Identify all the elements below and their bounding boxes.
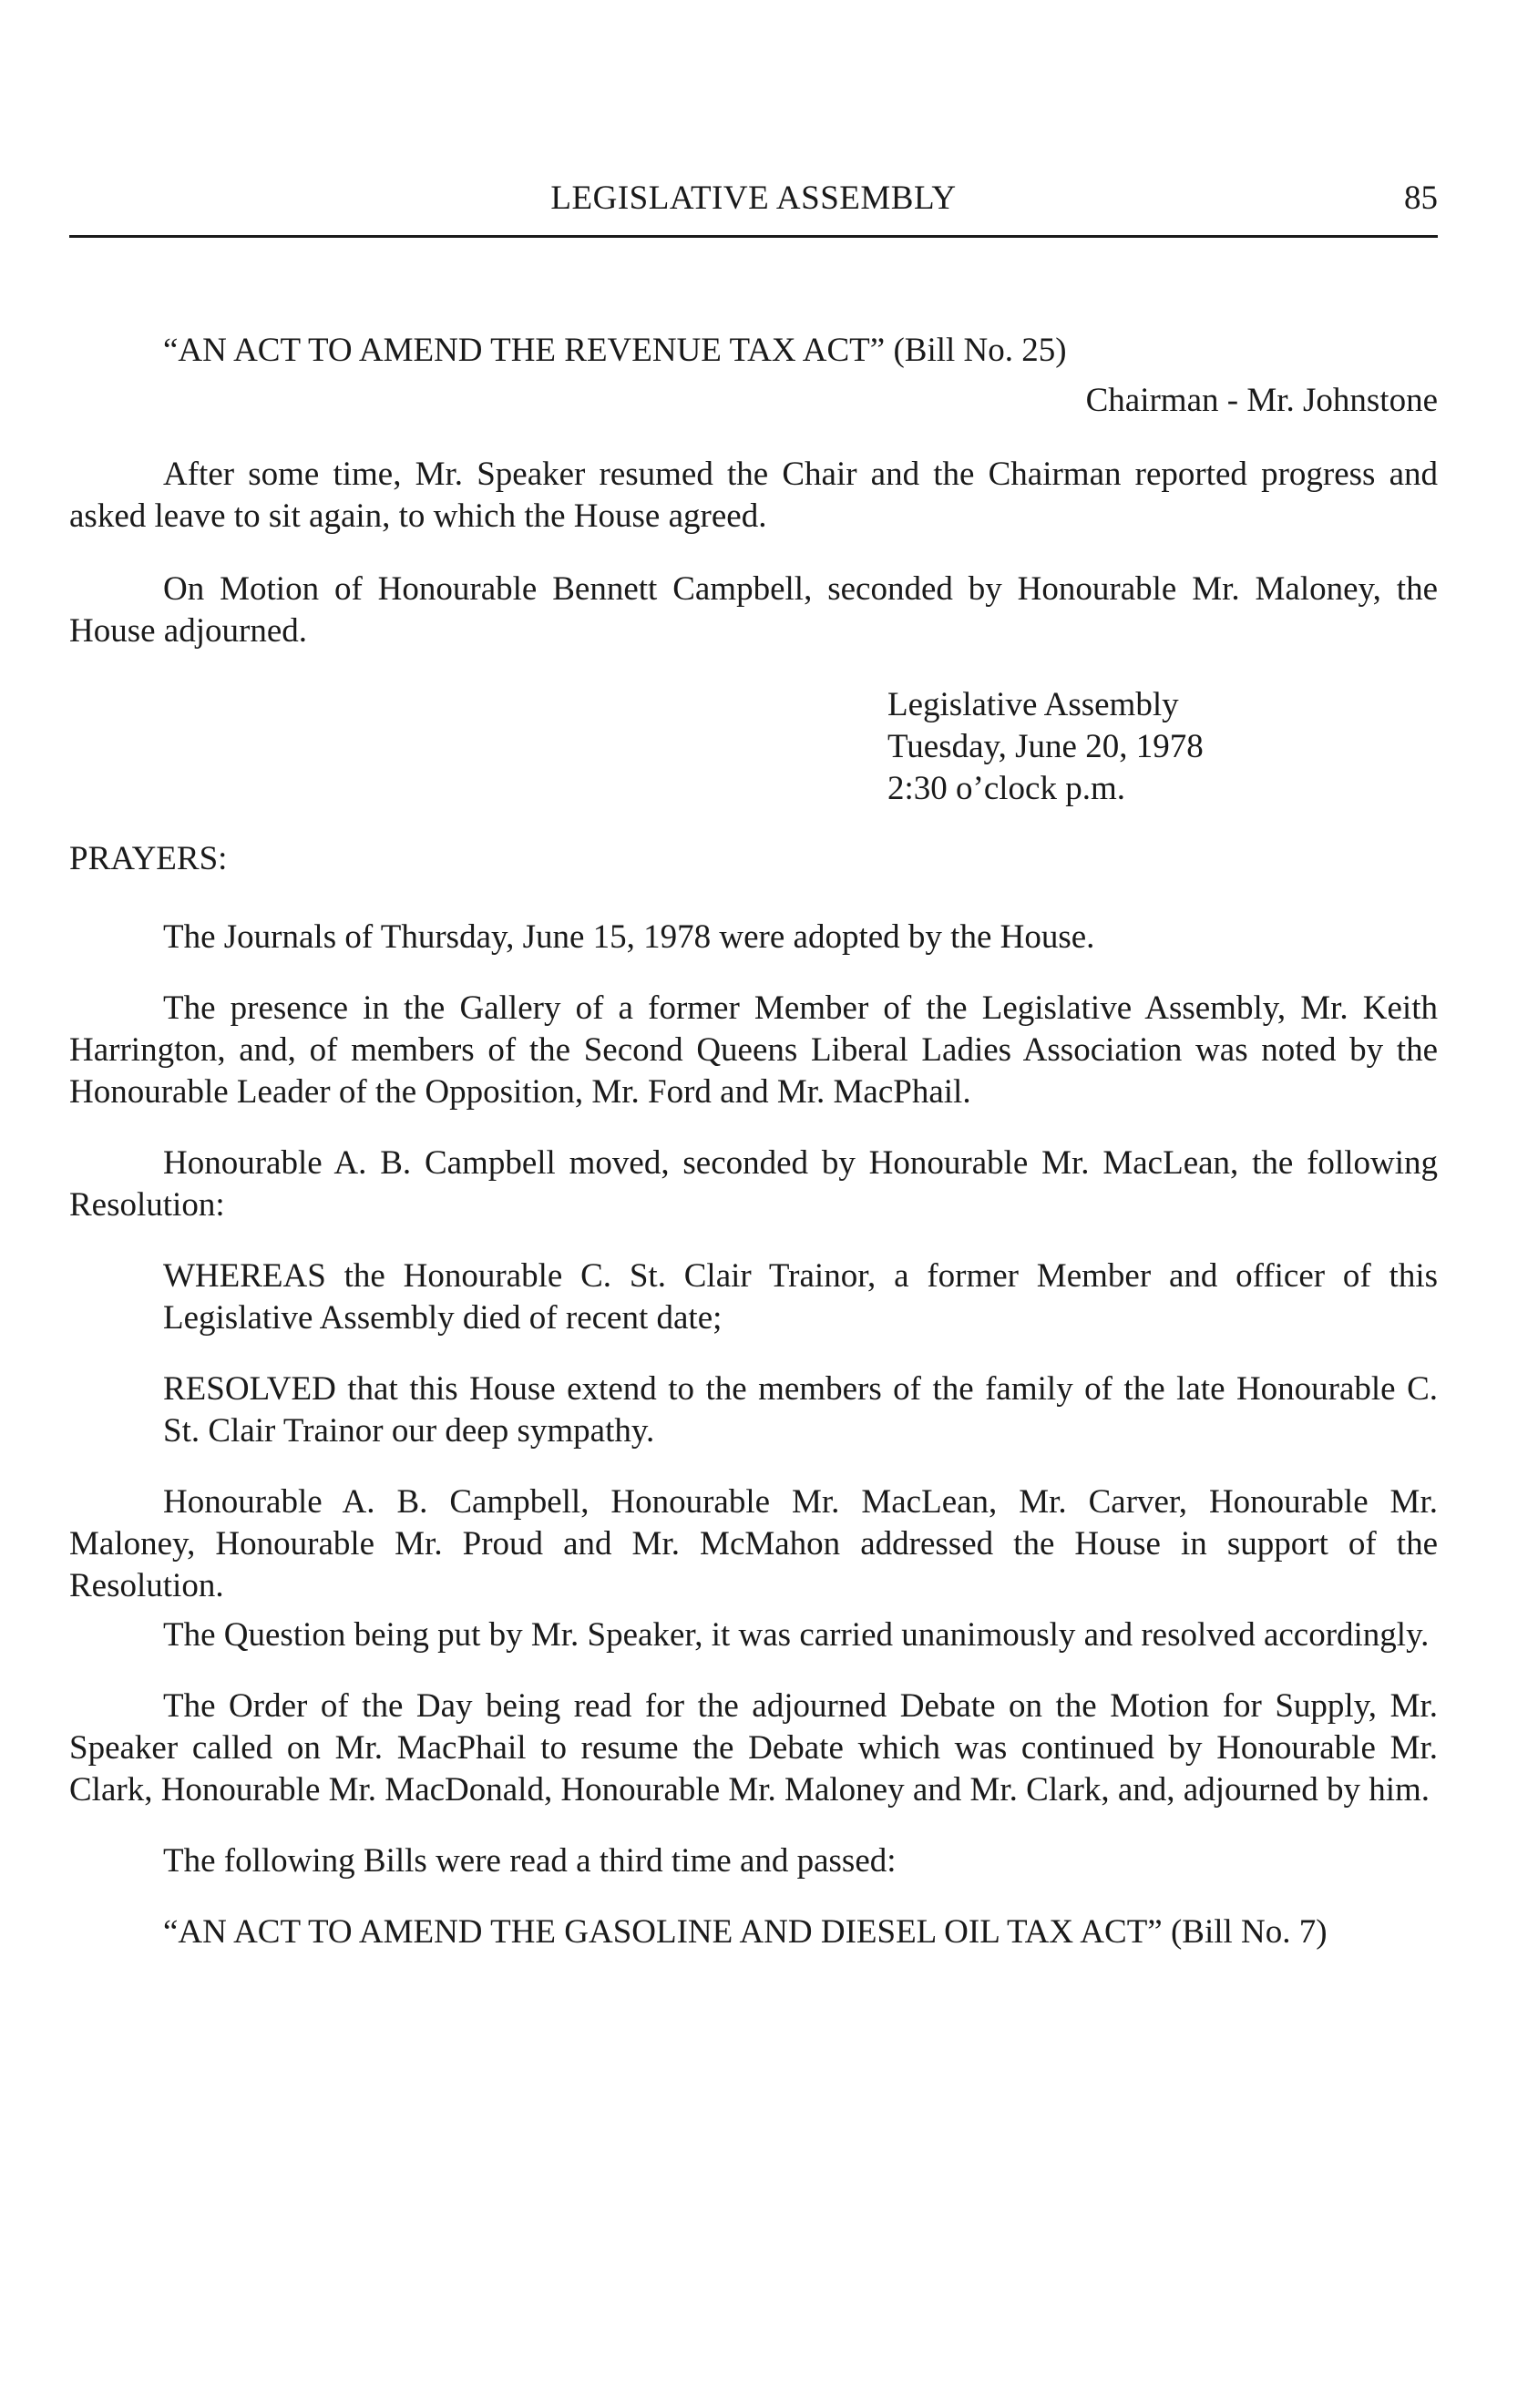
paragraph-moved: Honourable A. B. Campbell moved, seconded by Honourable Mr. MacLean, the following Resolution: [69, 1144, 1438, 1224]
sitting-time: 2:30 o’clock p.m. [887, 770, 1126, 807]
paragraph-gallery: The presence in the Gallery of a former Member of the Legislative Assembly, Mr. Keith Harrington, and, of members of the Second Queens Liberal Ladies Association was noted by the Honourable Leader of the Opposition, Mr. Ford and Mr. MacPhail. [69, 989, 1438, 1111]
paragraph-speaker-resumed: After some time, Mr. Speaker resumed the Chair and the Chairman reported progress and asked leave to sit again, to which the House agreed. [69, 456, 1438, 535]
paragraph-adjourned: On Motion of Honourable Bennett Campbell, seconded by Honourable Mr. Maloney, the House adjourned. [69, 570, 1438, 650]
page-number: 85 [1404, 179, 1438, 217]
paragraph-order-of-day: The Order of the Day being read for the adjourned Debate on the Motion for Supply, Mr. Speaker called on Mr. MacPhail to resume the Debate which was continued by Honourable Mr. Clark, Honourable Mr. MacDonald, Honourable Mr. Maloney and Mr. Clark, and, adjourned by him. [69, 1687, 1438, 1809]
prayers-heading: PRAYERS: [69, 840, 228, 877]
sitting-place: Legislative Assembly [887, 686, 1179, 723]
sitting-details [69, 684, 1438, 810]
paragraph-journals: The Journals of Thursday, June 15, 1978 were adopted by the House. [163, 918, 1095, 956]
bill-25-chairman: Chairman - Mr. Johnstone [1085, 382, 1438, 419]
header-rule [69, 235, 1438, 238]
header-title: LEGISLATIVE ASSEMBLY [550, 179, 957, 217]
paragraph-addressed: Honourable A. B. Campbell, Honourable Mr. MacLean, Mr. Carver, Honourable Mr. Maloney, Honourable Mr. Proud and Mr. McMahon addressed the House in support of the Resolution. [69, 1483, 1438, 1604]
bill-7-title: “AN ACT TO AMEND THE GASOLINE AND DIESEL OIL TAX ACT” (Bill No. 7) [163, 1913, 1328, 1951]
resolution-whereas: WHEREAS the Honourable C. St. Clair Trainor, a former Member and officer of this Legislative Assembly died of recent date; [163, 1257, 1438, 1337]
paragraph-question: The Question being put by Mr. Speaker, it was carried unanimously and resolved accordingly. [163, 1616, 1430, 1654]
bill-25-title: “AN ACT TO AMEND THE REVENUE TAX ACT” (Bill No. 25) [163, 332, 1067, 369]
page-body [69, 273, 1438, 1953]
sitting-date: Tuesday, June 20, 1978 [887, 728, 1204, 765]
page-header [69, 171, 1438, 226]
paragraph-third-reading: The following Bills were read a third time and passed: [163, 1842, 897, 1880]
resolution-resolved: RESOLVED that this House extend to the members of the family of the late Honourable C. St. Clair Trainor our deep sympathy. [163, 1370, 1438, 1450]
